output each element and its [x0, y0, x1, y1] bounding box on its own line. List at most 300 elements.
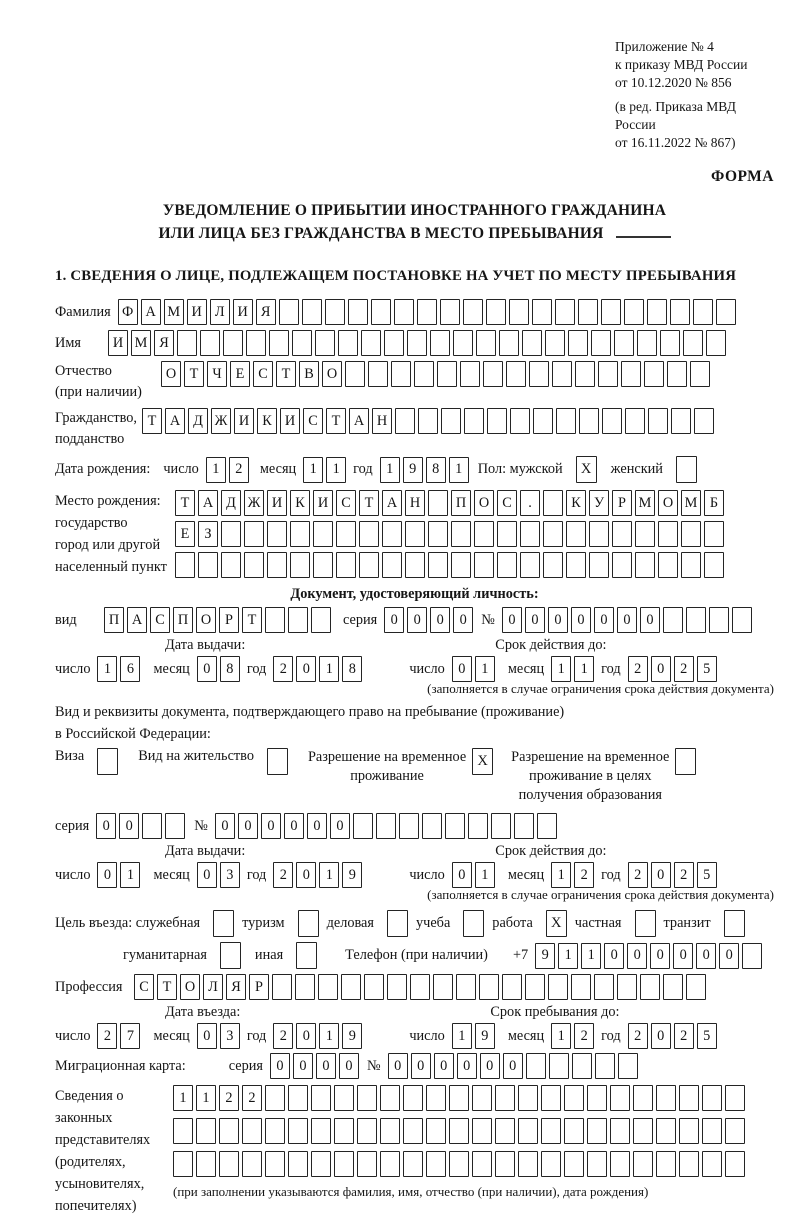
male-checkbox[interactable]: X: [576, 456, 597, 483]
char-box[interactable]: И: [233, 299, 253, 325]
char-box[interactable]: [541, 1085, 561, 1111]
char-box[interactable]: [602, 408, 622, 434]
char-box[interactable]: [417, 299, 437, 325]
char-box[interactable]: [223, 330, 243, 356]
char-box[interactable]: Е: [230, 361, 250, 387]
char-box[interactable]: С: [253, 361, 273, 387]
char-box[interactable]: [244, 552, 264, 578]
char-box[interactable]: 1: [326, 457, 346, 483]
char-box[interactable]: 0: [388, 1053, 408, 1079]
char-box[interactable]: И: [187, 299, 207, 325]
char-box[interactable]: [290, 521, 310, 547]
char-box[interactable]: 3: [220, 1023, 240, 1049]
char-box[interactable]: О: [658, 490, 678, 516]
char-box[interactable]: [311, 607, 331, 633]
char-box[interactable]: [640, 974, 660, 1000]
char-box[interactable]: [311, 1118, 331, 1144]
char-box[interactable]: [384, 330, 404, 356]
char-box[interactable]: [368, 361, 388, 387]
char-box[interactable]: [460, 361, 480, 387]
char-box[interactable]: 0: [411, 1053, 431, 1079]
char-box[interactable]: И: [267, 490, 287, 516]
char-box[interactable]: [453, 330, 473, 356]
char-box[interactable]: [612, 552, 632, 578]
char-box[interactable]: [177, 330, 197, 356]
char-box[interactable]: [428, 552, 448, 578]
char-box[interactable]: [709, 607, 729, 633]
char-box[interactable]: [587, 1085, 607, 1111]
char-box[interactable]: [357, 1151, 377, 1177]
char-box[interactable]: Д: [188, 408, 208, 434]
char-box[interactable]: 1: [581, 943, 601, 969]
char-box[interactable]: [648, 408, 668, 434]
char-box[interactable]: [403, 1118, 423, 1144]
char-box[interactable]: А: [198, 490, 218, 516]
char-box[interactable]: Т: [175, 490, 195, 516]
char-box[interactable]: [541, 1151, 561, 1177]
char-box[interactable]: 1: [449, 457, 469, 483]
char-box[interactable]: 8: [426, 457, 446, 483]
char-box[interactable]: [288, 607, 308, 633]
char-box[interactable]: К: [290, 490, 310, 516]
char-box[interactable]: [702, 1085, 722, 1111]
char-box[interactable]: 0: [119, 813, 139, 839]
char-box[interactable]: [267, 552, 287, 578]
char-box[interactable]: А: [349, 408, 369, 434]
char-box[interactable]: 6: [120, 656, 140, 682]
char-box[interactable]: Т: [157, 974, 177, 1000]
char-box[interactable]: [591, 330, 611, 356]
char-box[interactable]: П: [173, 607, 193, 633]
char-box[interactable]: [702, 1151, 722, 1177]
char-box[interactable]: [422, 813, 442, 839]
purpose-business-checkbox[interactable]: [387, 910, 408, 937]
char-box[interactable]: 5: [697, 656, 717, 682]
char-box[interactable]: [449, 1118, 469, 1144]
char-box[interactable]: [725, 1118, 745, 1144]
char-box[interactable]: 2: [229, 457, 249, 483]
char-box[interactable]: 7: [120, 1023, 140, 1049]
char-box[interactable]: [407, 330, 427, 356]
char-box[interactable]: 2: [628, 1023, 648, 1049]
char-box[interactable]: Т: [276, 361, 296, 387]
char-box[interactable]: [198, 552, 218, 578]
char-box[interactable]: Я: [154, 330, 174, 356]
char-box[interactable]: [311, 1151, 331, 1177]
char-box[interactable]: [656, 1151, 676, 1177]
char-box[interactable]: [311, 1085, 331, 1111]
char-box[interactable]: [341, 974, 361, 1000]
char-box[interactable]: В: [299, 361, 319, 387]
char-box[interactable]: 0: [604, 943, 624, 969]
char-box[interactable]: 0: [316, 1053, 336, 1079]
char-box[interactable]: А: [165, 408, 185, 434]
char-box[interactable]: М: [681, 490, 701, 516]
char-box[interactable]: [663, 607, 683, 633]
char-box[interactable]: [173, 1151, 193, 1177]
char-box[interactable]: [410, 974, 430, 1000]
char-box[interactable]: [357, 1118, 377, 1144]
char-box[interactable]: [295, 974, 315, 1000]
char-box[interactable]: [647, 299, 667, 325]
char-box[interactable]: [533, 408, 553, 434]
char-box[interactable]: Я: [256, 299, 276, 325]
char-box[interactable]: [518, 1085, 538, 1111]
char-box[interactable]: 0: [97, 862, 117, 888]
char-box[interactable]: [359, 552, 379, 578]
char-box[interactable]: [614, 330, 634, 356]
char-box[interactable]: И: [234, 408, 254, 434]
char-box[interactable]: [635, 552, 655, 578]
char-box[interactable]: [428, 521, 448, 547]
char-box[interactable]: [403, 1151, 423, 1177]
char-box[interactable]: [380, 1118, 400, 1144]
char-box[interactable]: [430, 330, 450, 356]
char-box[interactable]: [315, 330, 335, 356]
char-box[interactable]: [520, 521, 540, 547]
char-box[interactable]: 0: [284, 813, 304, 839]
char-box[interactable]: [244, 521, 264, 547]
char-box[interactable]: [548, 974, 568, 1000]
char-box[interactable]: [510, 408, 530, 434]
char-box[interactable]: [463, 299, 483, 325]
char-box[interactable]: Ж: [211, 408, 231, 434]
char-box[interactable]: О: [322, 361, 342, 387]
char-box[interactable]: [334, 1118, 354, 1144]
char-box[interactable]: [495, 1085, 515, 1111]
char-box[interactable]: [683, 330, 703, 356]
char-box[interactable]: [610, 1118, 630, 1144]
char-box[interactable]: [336, 552, 356, 578]
char-box[interactable]: 0: [457, 1053, 477, 1079]
purpose-transit-checkbox[interactable]: [724, 910, 745, 937]
char-box[interactable]: 1: [380, 457, 400, 483]
char-box[interactable]: [265, 607, 285, 633]
char-box[interactable]: Л: [210, 299, 230, 325]
char-box[interactable]: [414, 361, 434, 387]
char-box[interactable]: [566, 521, 586, 547]
char-box[interactable]: [497, 521, 517, 547]
char-box[interactable]: [486, 299, 506, 325]
char-box[interactable]: 1: [574, 656, 594, 682]
char-box[interactable]: 0: [293, 1053, 313, 1079]
char-box[interactable]: 1: [551, 656, 571, 682]
char-box[interactable]: [564, 1151, 584, 1177]
char-box[interactable]: 8: [342, 656, 362, 682]
char-box[interactable]: [382, 521, 402, 547]
char-box[interactable]: И: [313, 490, 333, 516]
female-checkbox[interactable]: [676, 456, 697, 483]
char-box[interactable]: [200, 330, 220, 356]
char-box[interactable]: 1: [97, 656, 117, 682]
char-box[interactable]: 0: [296, 656, 316, 682]
char-box[interactable]: [456, 974, 476, 1000]
char-box[interactable]: 0: [330, 813, 350, 839]
char-box[interactable]: [594, 974, 614, 1000]
char-box[interactable]: 0: [548, 607, 568, 633]
char-box[interactable]: 2: [628, 862, 648, 888]
char-box[interactable]: [670, 299, 690, 325]
char-box[interactable]: [610, 1151, 630, 1177]
char-box[interactable]: [418, 408, 438, 434]
char-box[interactable]: [694, 408, 714, 434]
char-box[interactable]: А: [127, 607, 147, 633]
char-box[interactable]: [679, 1118, 699, 1144]
char-box[interactable]: [621, 361, 641, 387]
char-box[interactable]: 0: [651, 862, 671, 888]
char-box[interactable]: О: [196, 607, 216, 633]
char-box[interactable]: [173, 1118, 193, 1144]
char-box[interactable]: [704, 521, 724, 547]
char-box[interactable]: [395, 408, 415, 434]
char-box[interactable]: [589, 521, 609, 547]
char-box[interactable]: [433, 974, 453, 1000]
char-box[interactable]: 2: [219, 1085, 239, 1111]
char-box[interactable]: Н: [405, 490, 425, 516]
char-box[interactable]: [405, 521, 425, 547]
purpose-humanitarian-checkbox[interactable]: [220, 942, 241, 969]
char-box[interactable]: Ж: [244, 490, 264, 516]
char-box[interactable]: [633, 1151, 653, 1177]
char-box[interactable]: О: [180, 974, 200, 1000]
char-box[interactable]: [637, 330, 657, 356]
char-box[interactable]: [520, 552, 540, 578]
char-box[interactable]: [725, 1151, 745, 1177]
char-box[interactable]: 0: [261, 813, 281, 839]
residence-permit-checkbox[interactable]: [267, 748, 288, 775]
char-box[interactable]: [656, 1118, 676, 1144]
char-box[interactable]: [142, 813, 162, 839]
char-box[interactable]: 0: [696, 943, 716, 969]
char-box[interactable]: [472, 1151, 492, 1177]
char-box[interactable]: С: [336, 490, 356, 516]
char-box[interactable]: Р: [219, 607, 239, 633]
char-box[interactable]: [564, 1085, 584, 1111]
char-box[interactable]: М: [131, 330, 151, 356]
char-box[interactable]: [451, 521, 471, 547]
char-box[interactable]: [679, 1151, 699, 1177]
char-box[interactable]: 2: [674, 862, 694, 888]
char-box[interactable]: [353, 813, 373, 839]
char-box[interactable]: 0: [407, 607, 427, 633]
char-box[interactable]: [221, 552, 241, 578]
char-box[interactable]: .: [520, 490, 540, 516]
char-box[interactable]: 1: [303, 457, 323, 483]
char-box[interactable]: Б: [704, 490, 724, 516]
char-box[interactable]: [595, 1053, 615, 1079]
char-box[interactable]: Р: [612, 490, 632, 516]
char-box[interactable]: [587, 1118, 607, 1144]
char-box[interactable]: Т: [359, 490, 379, 516]
char-box[interactable]: [671, 408, 691, 434]
char-box[interactable]: [472, 1085, 492, 1111]
char-box[interactable]: [579, 408, 599, 434]
char-box[interactable]: [658, 552, 678, 578]
char-box[interactable]: Р: [249, 974, 269, 1000]
char-box[interactable]: [288, 1085, 308, 1111]
char-box[interactable]: [387, 974, 407, 1000]
char-box[interactable]: К: [257, 408, 277, 434]
char-box[interactable]: 1: [120, 862, 140, 888]
char-box[interactable]: [589, 552, 609, 578]
char-box[interactable]: [610, 1085, 630, 1111]
char-box[interactable]: [564, 1118, 584, 1144]
char-box[interactable]: [487, 408, 507, 434]
char-box[interactable]: [391, 361, 411, 387]
char-box[interactable]: [380, 1151, 400, 1177]
char-box[interactable]: 2: [97, 1023, 117, 1049]
char-box[interactable]: 2: [674, 656, 694, 682]
char-box[interactable]: 1: [173, 1085, 193, 1111]
char-box[interactable]: [246, 330, 266, 356]
char-box[interactable]: 3: [220, 862, 240, 888]
char-box[interactable]: [440, 299, 460, 325]
char-box[interactable]: [451, 552, 471, 578]
char-box[interactable]: 1: [319, 656, 339, 682]
char-box[interactable]: 5: [697, 1023, 717, 1049]
char-box[interactable]: 0: [197, 1023, 217, 1049]
char-box[interactable]: 0: [627, 943, 647, 969]
char-box[interactable]: 1: [475, 862, 495, 888]
char-box[interactable]: А: [141, 299, 161, 325]
char-box[interactable]: 0: [651, 1023, 671, 1049]
char-box[interactable]: [265, 1085, 285, 1111]
char-box[interactable]: [509, 299, 529, 325]
char-box[interactable]: 0: [307, 813, 327, 839]
char-box[interactable]: [499, 330, 519, 356]
char-box[interactable]: [667, 361, 687, 387]
char-box[interactable]: [618, 1053, 638, 1079]
char-box[interactable]: [318, 974, 338, 1000]
char-box[interactable]: 0: [197, 862, 217, 888]
char-box[interactable]: [345, 361, 365, 387]
char-box[interactable]: [219, 1118, 239, 1144]
char-box[interactable]: П: [104, 607, 124, 633]
char-box[interactable]: [532, 299, 552, 325]
purpose-study-checkbox[interactable]: [463, 910, 484, 937]
char-box[interactable]: [656, 1085, 676, 1111]
char-box[interactable]: [514, 813, 534, 839]
char-box[interactable]: [479, 974, 499, 1000]
char-box[interactable]: 0: [594, 607, 614, 633]
char-box[interactable]: К: [566, 490, 586, 516]
char-box[interactable]: [376, 813, 396, 839]
char-box[interactable]: 2: [628, 656, 648, 682]
char-box[interactable]: 0: [238, 813, 258, 839]
char-box[interactable]: [380, 1085, 400, 1111]
char-box[interactable]: 0: [296, 862, 316, 888]
visa-checkbox[interactable]: [97, 748, 118, 775]
char-box[interactable]: [428, 490, 448, 516]
char-box[interactable]: 5: [697, 862, 717, 888]
purpose-other-checkbox[interactable]: [296, 942, 317, 969]
char-box[interactable]: 0: [197, 656, 217, 682]
char-box[interactable]: [348, 299, 368, 325]
char-box[interactable]: 0: [651, 656, 671, 682]
purpose-official-checkbox[interactable]: [213, 910, 234, 937]
char-box[interactable]: 1: [452, 1023, 472, 1049]
char-box[interactable]: [525, 974, 545, 1000]
char-box[interactable]: 2: [242, 1085, 262, 1111]
char-box[interactable]: [660, 330, 680, 356]
char-box[interactable]: [165, 813, 185, 839]
char-box[interactable]: [543, 490, 563, 516]
char-box[interactable]: [518, 1151, 538, 1177]
char-box[interactable]: [495, 1151, 515, 1177]
char-box[interactable]: [405, 552, 425, 578]
char-box[interactable]: [601, 299, 621, 325]
char-box[interactable]: [426, 1151, 446, 1177]
char-box[interactable]: 0: [502, 607, 522, 633]
char-box[interactable]: [529, 361, 549, 387]
char-box[interactable]: [279, 299, 299, 325]
char-box[interactable]: [364, 974, 384, 1000]
char-box[interactable]: [242, 1151, 262, 1177]
char-box[interactable]: [502, 974, 522, 1000]
char-box[interactable]: З: [198, 521, 218, 547]
temporary-residence-education-checkbox[interactable]: [675, 748, 696, 775]
char-box[interactable]: [269, 330, 289, 356]
char-box[interactable]: 2: [273, 656, 293, 682]
char-box[interactable]: [359, 521, 379, 547]
char-box[interactable]: [625, 408, 645, 434]
char-box[interactable]: [704, 552, 724, 578]
char-box[interactable]: [445, 813, 465, 839]
char-box[interactable]: С: [303, 408, 323, 434]
char-box[interactable]: М: [635, 490, 655, 516]
char-box[interactable]: 2: [574, 1023, 594, 1049]
char-box[interactable]: [575, 361, 595, 387]
char-box[interactable]: [541, 1118, 561, 1144]
char-box[interactable]: [658, 521, 678, 547]
char-box[interactable]: [426, 1118, 446, 1144]
char-box[interactable]: Т: [142, 408, 162, 434]
char-box[interactable]: Я: [226, 974, 246, 1000]
char-box[interactable]: [681, 552, 701, 578]
char-box[interactable]: [556, 408, 576, 434]
char-box[interactable]: [437, 361, 457, 387]
char-box[interactable]: 1: [319, 1023, 339, 1049]
char-box[interactable]: [272, 974, 292, 1000]
char-box[interactable]: [624, 299, 644, 325]
char-box[interactable]: [702, 1118, 722, 1144]
char-box[interactable]: [292, 330, 312, 356]
char-box[interactable]: [617, 974, 637, 1000]
char-box[interactable]: [334, 1085, 354, 1111]
char-box[interactable]: Ч: [207, 361, 227, 387]
char-box[interactable]: [265, 1118, 285, 1144]
char-box[interactable]: [476, 330, 496, 356]
char-box[interactable]: [491, 813, 511, 839]
char-box[interactable]: 2: [674, 1023, 694, 1049]
char-box[interactable]: 0: [719, 943, 739, 969]
char-box[interactable]: 0: [640, 607, 660, 633]
char-box[interactable]: [495, 1118, 515, 1144]
char-box[interactable]: [633, 1085, 653, 1111]
char-box[interactable]: 1: [475, 656, 495, 682]
char-box[interactable]: [361, 330, 381, 356]
char-box[interactable]: 1: [551, 1023, 571, 1049]
char-box[interactable]: [325, 299, 345, 325]
char-box[interactable]: [267, 521, 287, 547]
char-box[interactable]: 0: [503, 1053, 523, 1079]
char-box[interactable]: 0: [452, 862, 472, 888]
char-box[interactable]: [732, 607, 752, 633]
char-box[interactable]: 9: [342, 1023, 362, 1049]
char-box[interactable]: 9: [475, 1023, 495, 1049]
char-box[interactable]: [474, 521, 494, 547]
char-box[interactable]: [545, 330, 565, 356]
